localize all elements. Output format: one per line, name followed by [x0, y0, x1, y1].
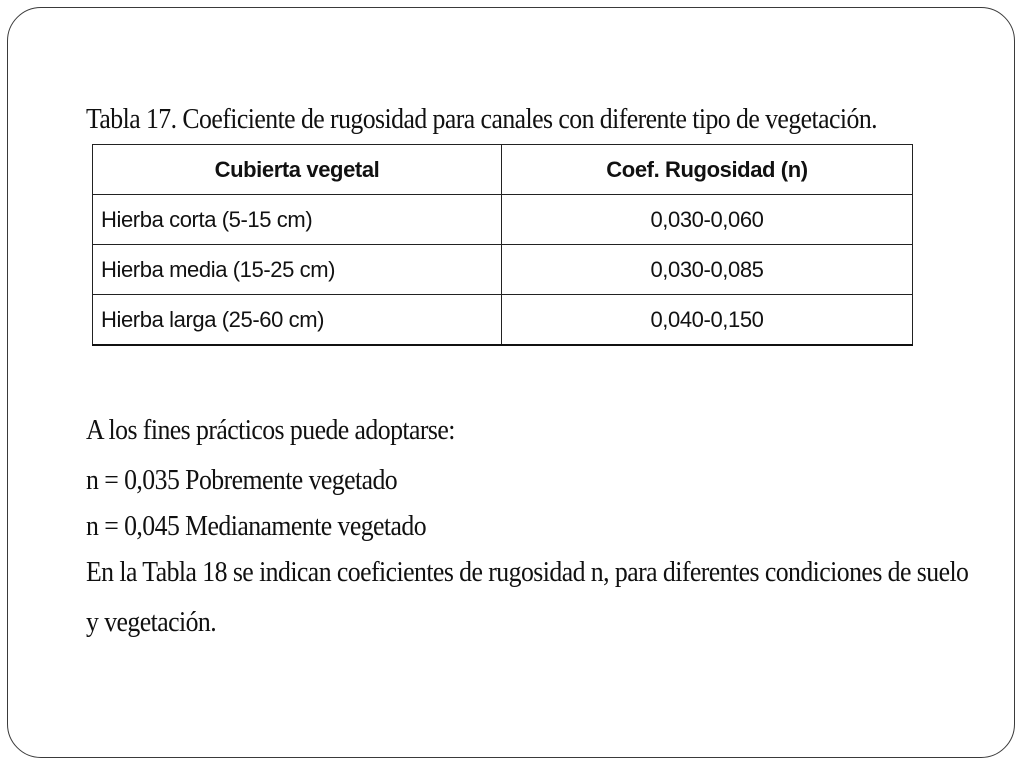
cell-cover: Hierba larga (25-60 cm) [93, 295, 502, 346]
cell-coefficient: 0,030-0,085 [502, 245, 913, 295]
column-header-coefficient: Coef. Rugosidad (n) [502, 145, 913, 195]
roughness-table [92, 144, 913, 346]
column-header-cover: Cubierta vegetal [93, 145, 502, 195]
cell-coefficient: 0,030-0,060 [502, 195, 913, 245]
cell-cover: Hierba corta (5-15 cm) [93, 195, 502, 245]
paragraph-line: y vegetación. [86, 607, 217, 638]
body-paragraph [86, 406, 968, 648]
table-row [93, 195, 913, 245]
table-row [93, 295, 913, 346]
cell-coefficient: 0,040-0,150 [502, 295, 913, 346]
slide-frame [7, 7, 1015, 758]
table-header-row [93, 145, 913, 195]
cell-cover: Hierba media (15-25 cm) [93, 245, 502, 295]
paragraph-line: n = 0,045 Medianamente vegetado [86, 511, 427, 542]
table-row [93, 245, 913, 295]
paragraph-line: En la Tabla 18 se indican coeficientes de rugosidad n, para diferentes condiciones de suelo [86, 557, 969, 588]
paragraph-line: n = 0,035 Pobremente vegetado [86, 465, 398, 496]
paragraph-line: A los fines prácticos puede adoptarse: [86, 415, 455, 446]
table-caption: Tabla 17. Coeficiente de rugosidad para canales con diferente tipo de vegetación. [86, 104, 878, 135]
